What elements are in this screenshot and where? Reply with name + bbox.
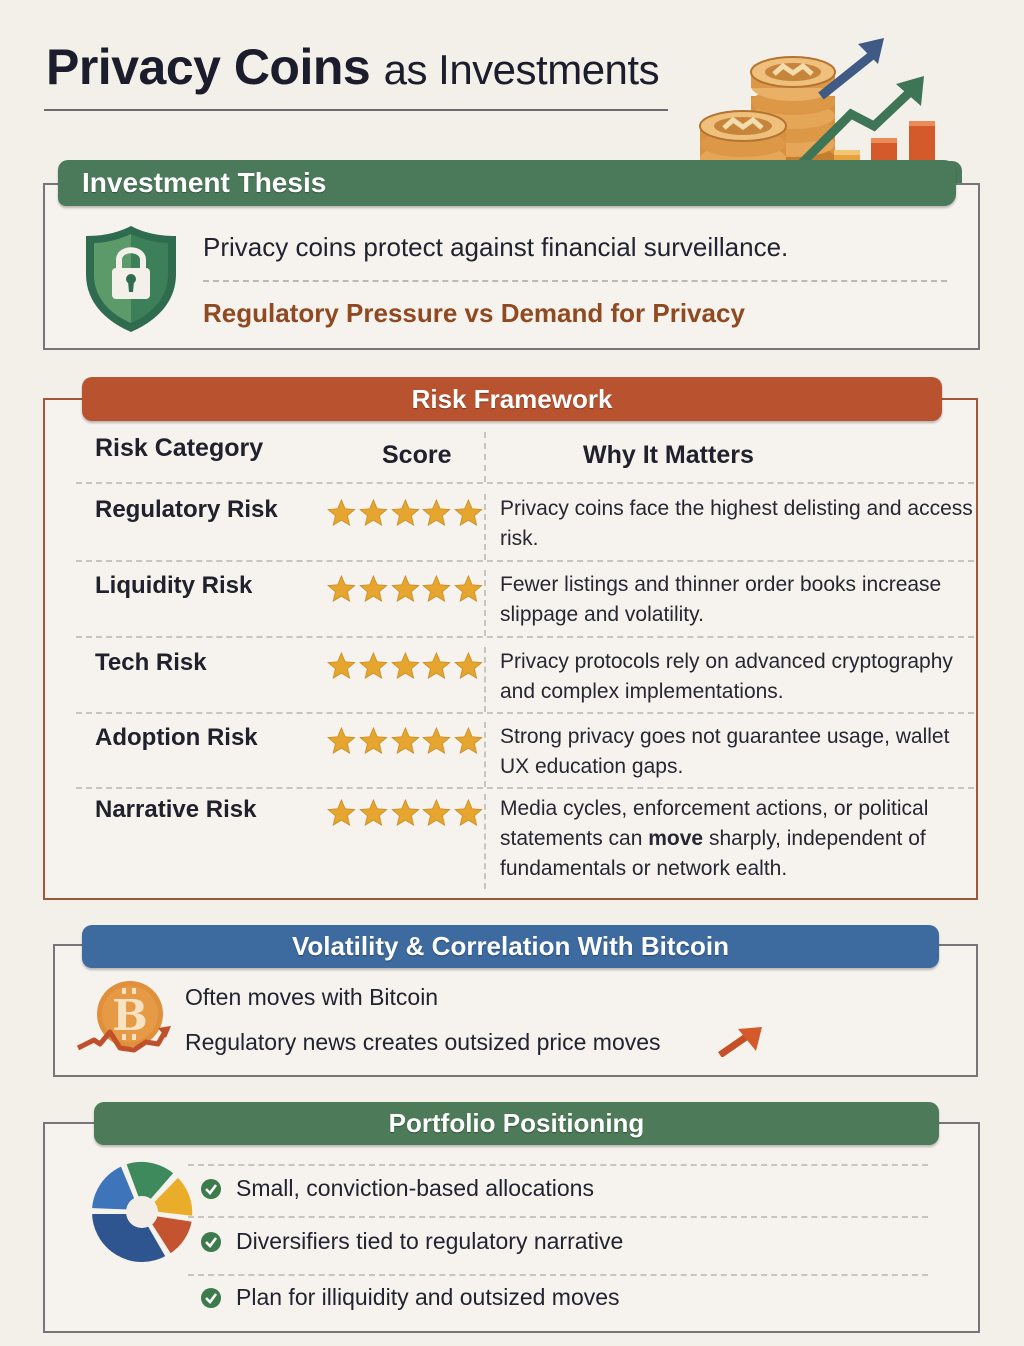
portfolio-banner-label: Portfolio Positioning — [388, 1108, 645, 1138]
table-row — [76, 484, 974, 562]
risk-score — [320, 647, 484, 712]
pie-chart-icon — [86, 1159, 198, 1265]
table-row — [76, 562, 974, 638]
risk-category: Regulatory Risk — [95, 496, 278, 523]
star-icon — [453, 498, 484, 528]
arrow-up-right-icon — [718, 1025, 764, 1057]
thesis-divider — [203, 280, 947, 282]
star-icon — [390, 574, 421, 604]
risk-score — [320, 494, 484, 560]
portfolio-divider — [188, 1216, 928, 1218]
title-strong: Privacy Coins — [46, 39, 371, 95]
portfolio-item-label: Small, conviction-based allocations — [236, 1175, 594, 1201]
risk-category: Narrative Risk — [95, 796, 257, 823]
thesis-banner — [58, 160, 956, 206]
volatility-banner-label: Volatility & Correlation With Bitcoin — [292, 931, 729, 961]
star-icon — [390, 651, 421, 681]
risk-explanation: Strong privacy goes not guarantee usage, wallet UX education gaps. — [484, 722, 974, 787]
star-icon — [326, 726, 357, 756]
star-rating — [326, 574, 484, 604]
star-icon — [421, 726, 452, 756]
volatility-point: Often moves with Bitcoin — [185, 984, 439, 1010]
title-divider — [44, 109, 668, 111]
star-rating — [326, 498, 484, 528]
star-icon — [390, 498, 421, 528]
star-icon — [421, 798, 452, 828]
list-item — [200, 1284, 620, 1311]
table-header — [76, 432, 974, 484]
check-circle-icon — [200, 1287, 222, 1309]
star-icon — [326, 798, 357, 828]
risk-banner-label: Risk Framework — [411, 383, 613, 414]
shield-lock-icon — [82, 222, 180, 334]
risk-table — [76, 432, 974, 889]
title-light: as Investments — [383, 46, 660, 93]
list-item — [200, 1228, 623, 1255]
column-header-why: Why It Matters — [484, 432, 974, 482]
table-row — [76, 714, 974, 789]
risk-category: Liquidity Risk — [95, 572, 253, 599]
emphasis: move — [648, 827, 704, 850]
page-title — [46, 38, 659, 96]
risk-category: Adoption Risk — [95, 724, 258, 751]
column-header-category: Risk Category — [95, 434, 264, 462]
star-icon — [453, 798, 484, 828]
risk-explanation: Privacy coins face the highest delisting and access risk. — [484, 494, 974, 560]
star-icon — [358, 498, 389, 528]
table-row — [76, 638, 974, 714]
thesis-statement: Privacy coins protect against financial surveillance. — [203, 232, 789, 262]
risk-score — [320, 570, 484, 636]
star-rating — [326, 798, 484, 828]
star-icon — [326, 651, 357, 681]
star-icon — [326, 574, 357, 604]
star-icon — [453, 726, 484, 756]
volatility-banner — [82, 925, 939, 968]
risk-explanation: Media cycles, enforcement actions, or political statements can move sharply, independent of fundamentals or network ealth. — [484, 794, 974, 889]
portfolio-banner — [94, 1102, 939, 1145]
check-circle-icon — [200, 1231, 222, 1253]
volatility-point: Regulatory news creates outsized price moves — [185, 1029, 661, 1055]
list-item — [200, 1175, 594, 1202]
thesis-tension: Regulatory Pressure vs Demand for Privacy — [203, 298, 745, 328]
risk-explanation: Fewer listings and thinner order books increase slippage and volatility. — [484, 570, 974, 636]
portfolio-item-label: Plan for illiquidity and outsized moves — [236, 1284, 620, 1310]
risk-explanation: Privacy protocols rely on advanced cryptography and complex implementations. — [484, 647, 974, 712]
star-icon — [358, 726, 389, 756]
star-icon — [453, 651, 484, 681]
thesis-banner-label: Investment Thesis — [82, 167, 327, 198]
star-rating — [326, 726, 484, 756]
star-icon — [421, 651, 452, 681]
risk-banner — [82, 377, 942, 421]
star-icon — [390, 798, 421, 828]
risk-score — [320, 794, 484, 889]
star-icon — [421, 574, 452, 604]
star-icon — [453, 574, 484, 604]
risk-category: Tech Risk — [95, 649, 207, 676]
star-icon — [421, 498, 452, 528]
star-icon — [358, 651, 389, 681]
portfolio-divider — [188, 1164, 928, 1166]
star-icon — [358, 798, 389, 828]
risk-score — [320, 722, 484, 787]
table-row — [76, 789, 974, 889]
portfolio-divider — [188, 1274, 928, 1276]
portfolio-item-label: Diversifiers tied to regulatory narrative — [236, 1228, 624, 1254]
star-icon — [390, 726, 421, 756]
bitcoin-trend-icon — [74, 978, 174, 1060]
star-rating — [326, 651, 484, 681]
check-circle-icon — [200, 1178, 222, 1200]
column-header-score: Score — [382, 441, 452, 469]
star-icon — [358, 574, 389, 604]
star-icon — [326, 498, 357, 528]
svg-text:B: B — [112, 991, 148, 1040]
